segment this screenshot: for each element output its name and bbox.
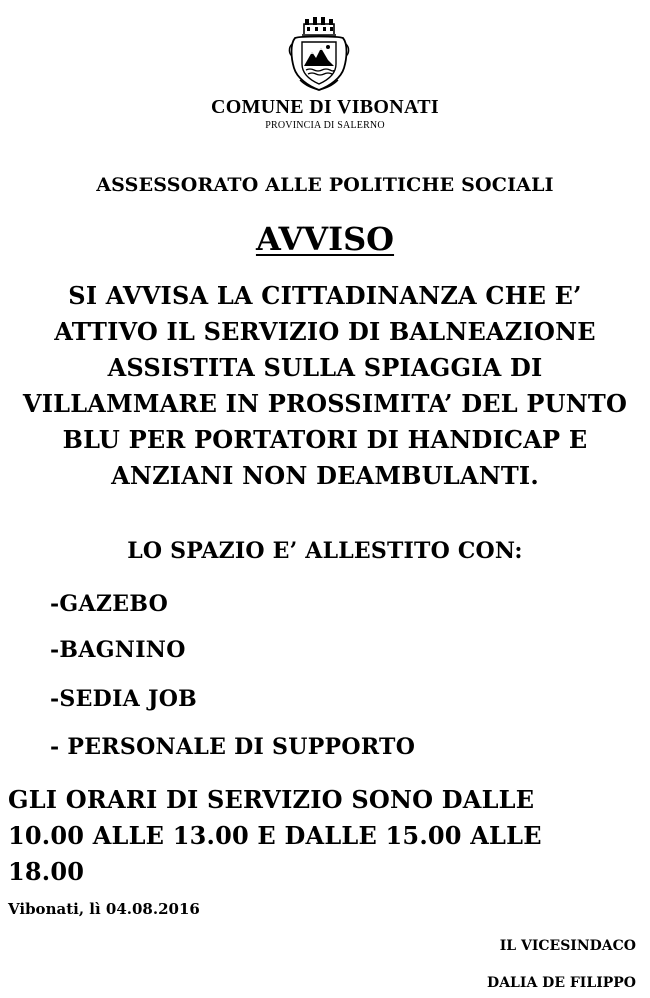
notice-title-text: AVVISO xyxy=(255,220,395,258)
signatory-name: DALIA DE FILIPPO xyxy=(487,975,636,991)
signatory-role: IL VICESINDACO xyxy=(499,938,636,954)
municipality-name: COMUNE DI VIBONATI xyxy=(210,96,440,118)
municipal-coat-of-arms-icon xyxy=(286,14,352,94)
equipment-item-gazebo: -GAZEBO xyxy=(50,591,169,617)
equipment-item-personale: - PERSONALE DI SUPPORTO xyxy=(50,734,416,760)
equipment-item-bagnino: -BAGNINO xyxy=(50,637,186,663)
notice-body: SI AVVISA LA CITTADINANZA CHE E’ ATTIVO IL SERVIZIO DI BALNEAZIONE ASSISTITA SULLA SPIAGGIA DI VILLAMMARE IN PROSSIMITA’ DEL PUNTO BLU PER PORTATORI DI HANDICAP E ANZIANI NON DEAMBULANTI. xyxy=(22,281,628,490)
equipment-item-sedia-job: -SEDIA JOB xyxy=(50,686,198,712)
province-name: PROVINCIA DI SALERNO xyxy=(265,120,385,131)
service-hours: GLI ORARI DI SERVIZIO SONO DALLE 10.00 ALLE 13.00 E DALLE 15.00 ALLE 18.00 xyxy=(8,785,542,886)
department-heading: ASSESSORATO ALLE POLITICHE SOCIALI xyxy=(96,174,554,196)
place-date: Vibonati, lì 04.08.2016 xyxy=(8,900,200,918)
notice-title xyxy=(0,220,650,258)
equipment-heading: LO SPAZIO E’ ALLESTITO CON: xyxy=(127,538,523,564)
